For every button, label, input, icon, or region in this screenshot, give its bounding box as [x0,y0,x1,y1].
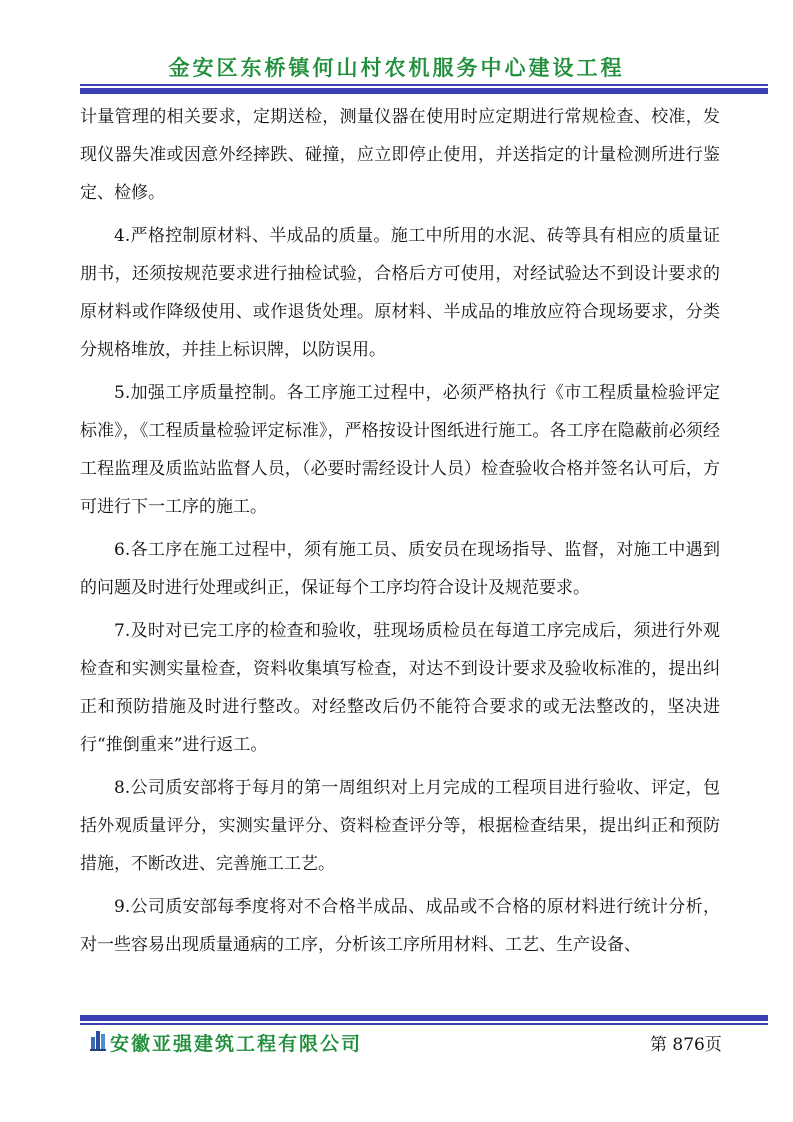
page-header-title: 金安区东桥镇何山村农机服务中心建设工程 [168,56,625,80]
building-logo-icon [90,1029,106,1051]
paragraph-6: 6.各工序在施工过程中，须有施工员、质安员在现场指导、监督，对施工中遇到的问题及时进行处理或纠正，保证每个工序均符合设计及规范要求。 [80,540,720,598]
header-rule-thick [80,88,768,94]
header-rule-thin [80,84,768,86]
footer-rule-thin [80,1023,768,1025]
footer-page-number: 第 876页 [650,1035,722,1055]
footer-rule-thick [80,1015,768,1021]
paragraph-8: 8.公司质安部将于每月的第一周组织对上月完成的工程项目进行验收、评定，包括外观质量评分，实测实量评分、资料检查评分等，根据检查结果，提出纠正和预防措施，不断改进、完善施工工艺。 [80,778,720,874]
paragraph-continuation: 计量管理的相关要求，定期送检，测量仪器在使用时应定期进行常规检查、校准，发现仪器失准或因意外经摔跌、碰撞，应立即停止使用，并送指定的计量检测所进行鉴定、检修。 [80,107,720,203]
paragraph-7: 7.及时对已完工序的检查和验收，驻现场质检员在每道工序完成后，须进行外观检查和实测实量检查，资料收集填写检查，对达不到设计要求及验收标准的，提出纠正和预防措施及时进行整改。对经整改后仍不能符合要求的或无法整改的，坚决进行“推倒重来”进行返工。 [80,621,720,755]
paragraph-4: 4.严格控制原材料、半成品的质量。施工中所用的水泥、砖等具有相应的质量证朋书，还须按规范要求进行抽检试验，合格后方可使用，对经试验达不到设计要求的原材料或作降级使用、或作退货处理。原材料、半成品的堆放应符合现场要求，分类分规格堆放，并挂上标识牌，以防误用。 [80,226,720,360]
paragraph-9: 9.公司质安部每季度将对不合格半成品、成品或不合格的原材料进行统计分析，对一些容易出现质量通病的工序，分析该工序所用材料、工艺、生产设备、 [80,897,720,955]
footer-company-name: 安徽亚强建筑工程有限公司 [110,1033,363,1055]
paragraph-5: 5.加强工序质量控制。各工序施工过程中，必须严格执行《市工程质量检验评定标准》，《工程质量检验评定标准》，严格按设计图纸进行施工。各工序在隐蔽前必须经工程监理及质监站监督人员，（必要时需经设计人员）检查验收合格并签名认可后，方可进行下一工序的施工。 [80,383,720,517]
document-body [80,98,720,969]
